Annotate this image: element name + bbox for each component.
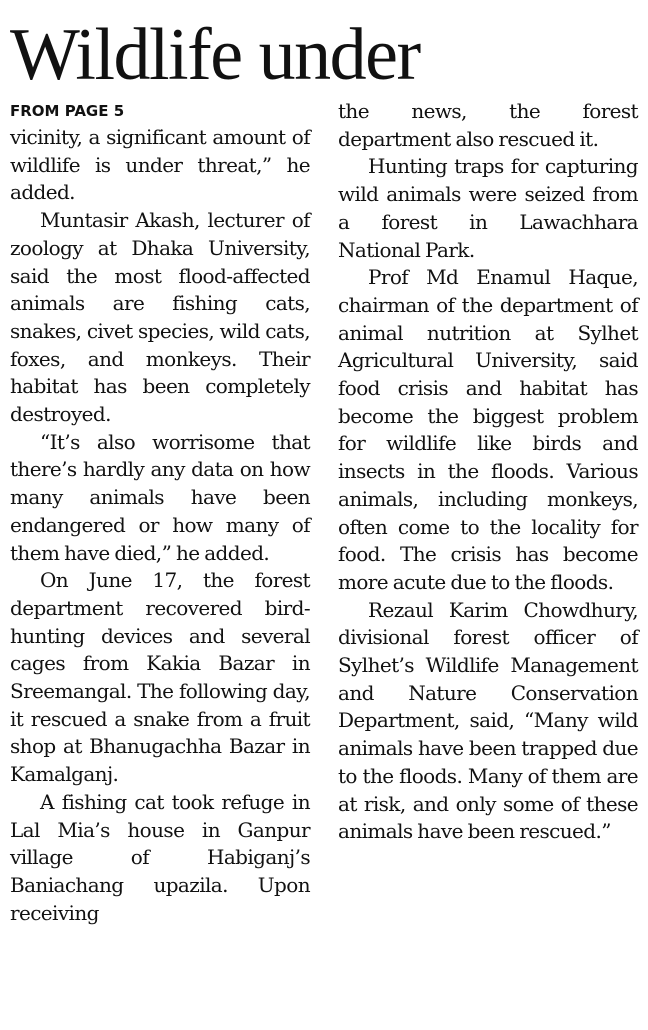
- paragraph: A fishing cat took refuge in Lal Mia’s house in Ganpur village of Habiganj’s Baniachang upazila. Upon receiving: [10, 789, 310, 925]
- headline: Wildlife under: [10, 14, 420, 96]
- paragraph: Prof Md Enamul Haque, chairman of the department of animal nutrition at Sylhet Agricultural University, said food crisis and habitat has become the biggest problem for wildlife like birds and insects in the floods. Various animals, including monkeys, often come to the locality for food. The crisis has become more acute due to the floods.: [338, 265, 638, 594]
- paragraph: On June 17, the forest department recovered bird-hunting devices and several cages from Kakia Bazar in Sreemangal. The following day, it rescued a snake from a fruit shop at Bhanugachha Bazar in Kamalganj.: [10, 568, 310, 787]
- article-column-right: [338, 98, 638, 846]
- paragraph: Rezaul Karim Chowdhury, divisional forest officer of Sylhet’s Wildlife Management and Nature Conservation Department, said, “Many wild animals have been trapped due to the floods. Many of them are at risk, and only some of these animals have been rescued.”: [338, 597, 638, 844]
- paragraph: Hunting traps for capturing wild animals were seized from a forest in Lawachhara National Park.: [338, 154, 638, 262]
- paragraph: the news, the forest department also rescued it.: [338, 99, 638, 151]
- article-column-left: [10, 98, 310, 927]
- jump-line: FROM PAGE 5: [10, 102, 125, 120]
- paragraph: vicinity, a significant amount of wildlife is under threat,” he added.: [10, 125, 310, 205]
- paragraph: “It’s also worrisome that there’s hardly any data on how many animals have been endangered or how many of them have died,” he added.: [10, 429, 310, 565]
- paragraph: Muntasir Akash, lecturer of zoology at Dhaka University, said the most flood-affected animals are fishing cats, snakes, civet species, wild cats, foxes, and monkeys. Their habitat has been completely destroyed.: [10, 208, 310, 427]
